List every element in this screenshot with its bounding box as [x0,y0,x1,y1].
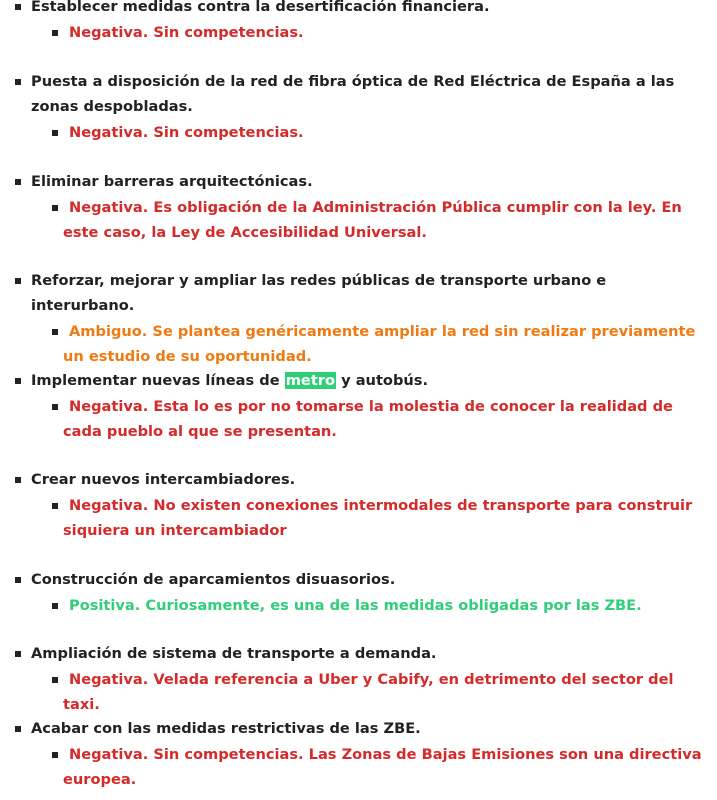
measure-text: Ampliación de sistema de transporte a demanda. [31,645,437,662]
square-bullet-icon [52,329,58,335]
evaluation-text: Negativa. Sin competencias. [69,24,304,41]
square-bullet-icon [52,130,58,136]
square-bullet-icon [15,278,21,284]
measure-block [0,169,717,245]
highlighted-keyword: metro [285,372,336,389]
measure-item [0,467,711,492]
square-bullet-icon [15,79,21,85]
square-bullet-icon [15,477,21,483]
square-bullet-icon [52,404,58,410]
measure-item [0,567,711,592]
measure-text-end: y autobús. [336,372,429,389]
square-bullet-icon [52,603,58,609]
measure-text: Acabar con las medidas restrictivas de las ZBE. [31,720,421,737]
square-bullet-icon [52,205,58,211]
measure-block [0,567,717,618]
evaluation-item [0,319,708,369]
measure-text: Reforzar, mejorar y ampliar las redes públicas de transporte urbano e interurbano. [31,272,607,314]
measure-block [0,368,717,444]
measure-block [0,641,717,717]
evaluation-text: Positiva. Curiosamente, es una de las medidas obligadas por las ZBE. [69,597,642,614]
square-bullet-icon [52,503,58,509]
measure-text: Eliminar barreras arquitectónicas. [31,173,313,190]
measure-item [0,268,711,318]
evaluation-item [0,394,708,444]
evaluation-text: Ambiguo. Se plantea genéricamente ampliar la red sin realizar previamente un estudio de su oportunidad. [63,323,696,365]
evaluation-item [0,742,708,792]
evaluation-item [0,493,708,543]
measure-block [0,0,717,45]
evaluation-text: Negativa. Velada referencia a Uber y Cabify, en detrimento del sector del taxi. [63,671,674,713]
square-bullet-icon [52,30,58,36]
evaluation-text: Negativa. No existen conexiones intermodales de transporte para construir siquiera un intercambiador [63,497,693,539]
measure-item [0,368,711,393]
square-bullet-icon [15,378,21,384]
square-bullet-icon [15,577,21,583]
square-bullet-icon [15,4,21,10]
measure-block [0,268,717,369]
measure-item [0,716,711,741]
square-bullet-icon [15,651,21,657]
evaluation-item [0,593,708,618]
evaluation-text: Negativa. Sin competencias. [69,124,304,141]
measure-item [0,69,711,119]
evaluation-item [0,195,708,245]
evaluation-item [0,667,708,717]
measure-text: Establecer medidas contra la desertificación financiera. [31,0,490,15]
measure-text: Construcción de aparcamientos disuasorios. [31,571,396,588]
square-bullet-icon [15,179,21,185]
evaluation-text: Negativa. Es obligación de la Administración Pública cumplir con la ley. En este caso, la Ley de Accesibilidad Universal. [63,199,682,241]
square-bullet-icon [15,726,21,732]
measure-text: Crear nuevos intercambiadores. [31,471,296,488]
measure-item [0,641,711,666]
measure-item [0,0,711,19]
measure-text-start: Implementar nuevas líneas de [31,372,285,389]
measure-text: Puesta a disposición de la red de fibra óptica de Red Eléctrica de España a las zonas despobladas. [31,73,675,115]
measure-block [0,716,717,792]
evaluation-item [0,20,708,45]
measure-block [0,467,717,543]
evaluation-text: Negativa. Sin competencias. Las Zonas de Bajas Emisiones son una directiva europea. [63,746,702,788]
evaluation-text: Negativa. Esta lo es por no tomarse la molestia de conocer la realidad de cada pueblo al que se presentan. [63,398,673,440]
measure-block [0,69,717,145]
measure-item [0,169,711,194]
evaluation-item [0,120,708,145]
square-bullet-icon [52,677,58,683]
square-bullet-icon [52,752,58,758]
